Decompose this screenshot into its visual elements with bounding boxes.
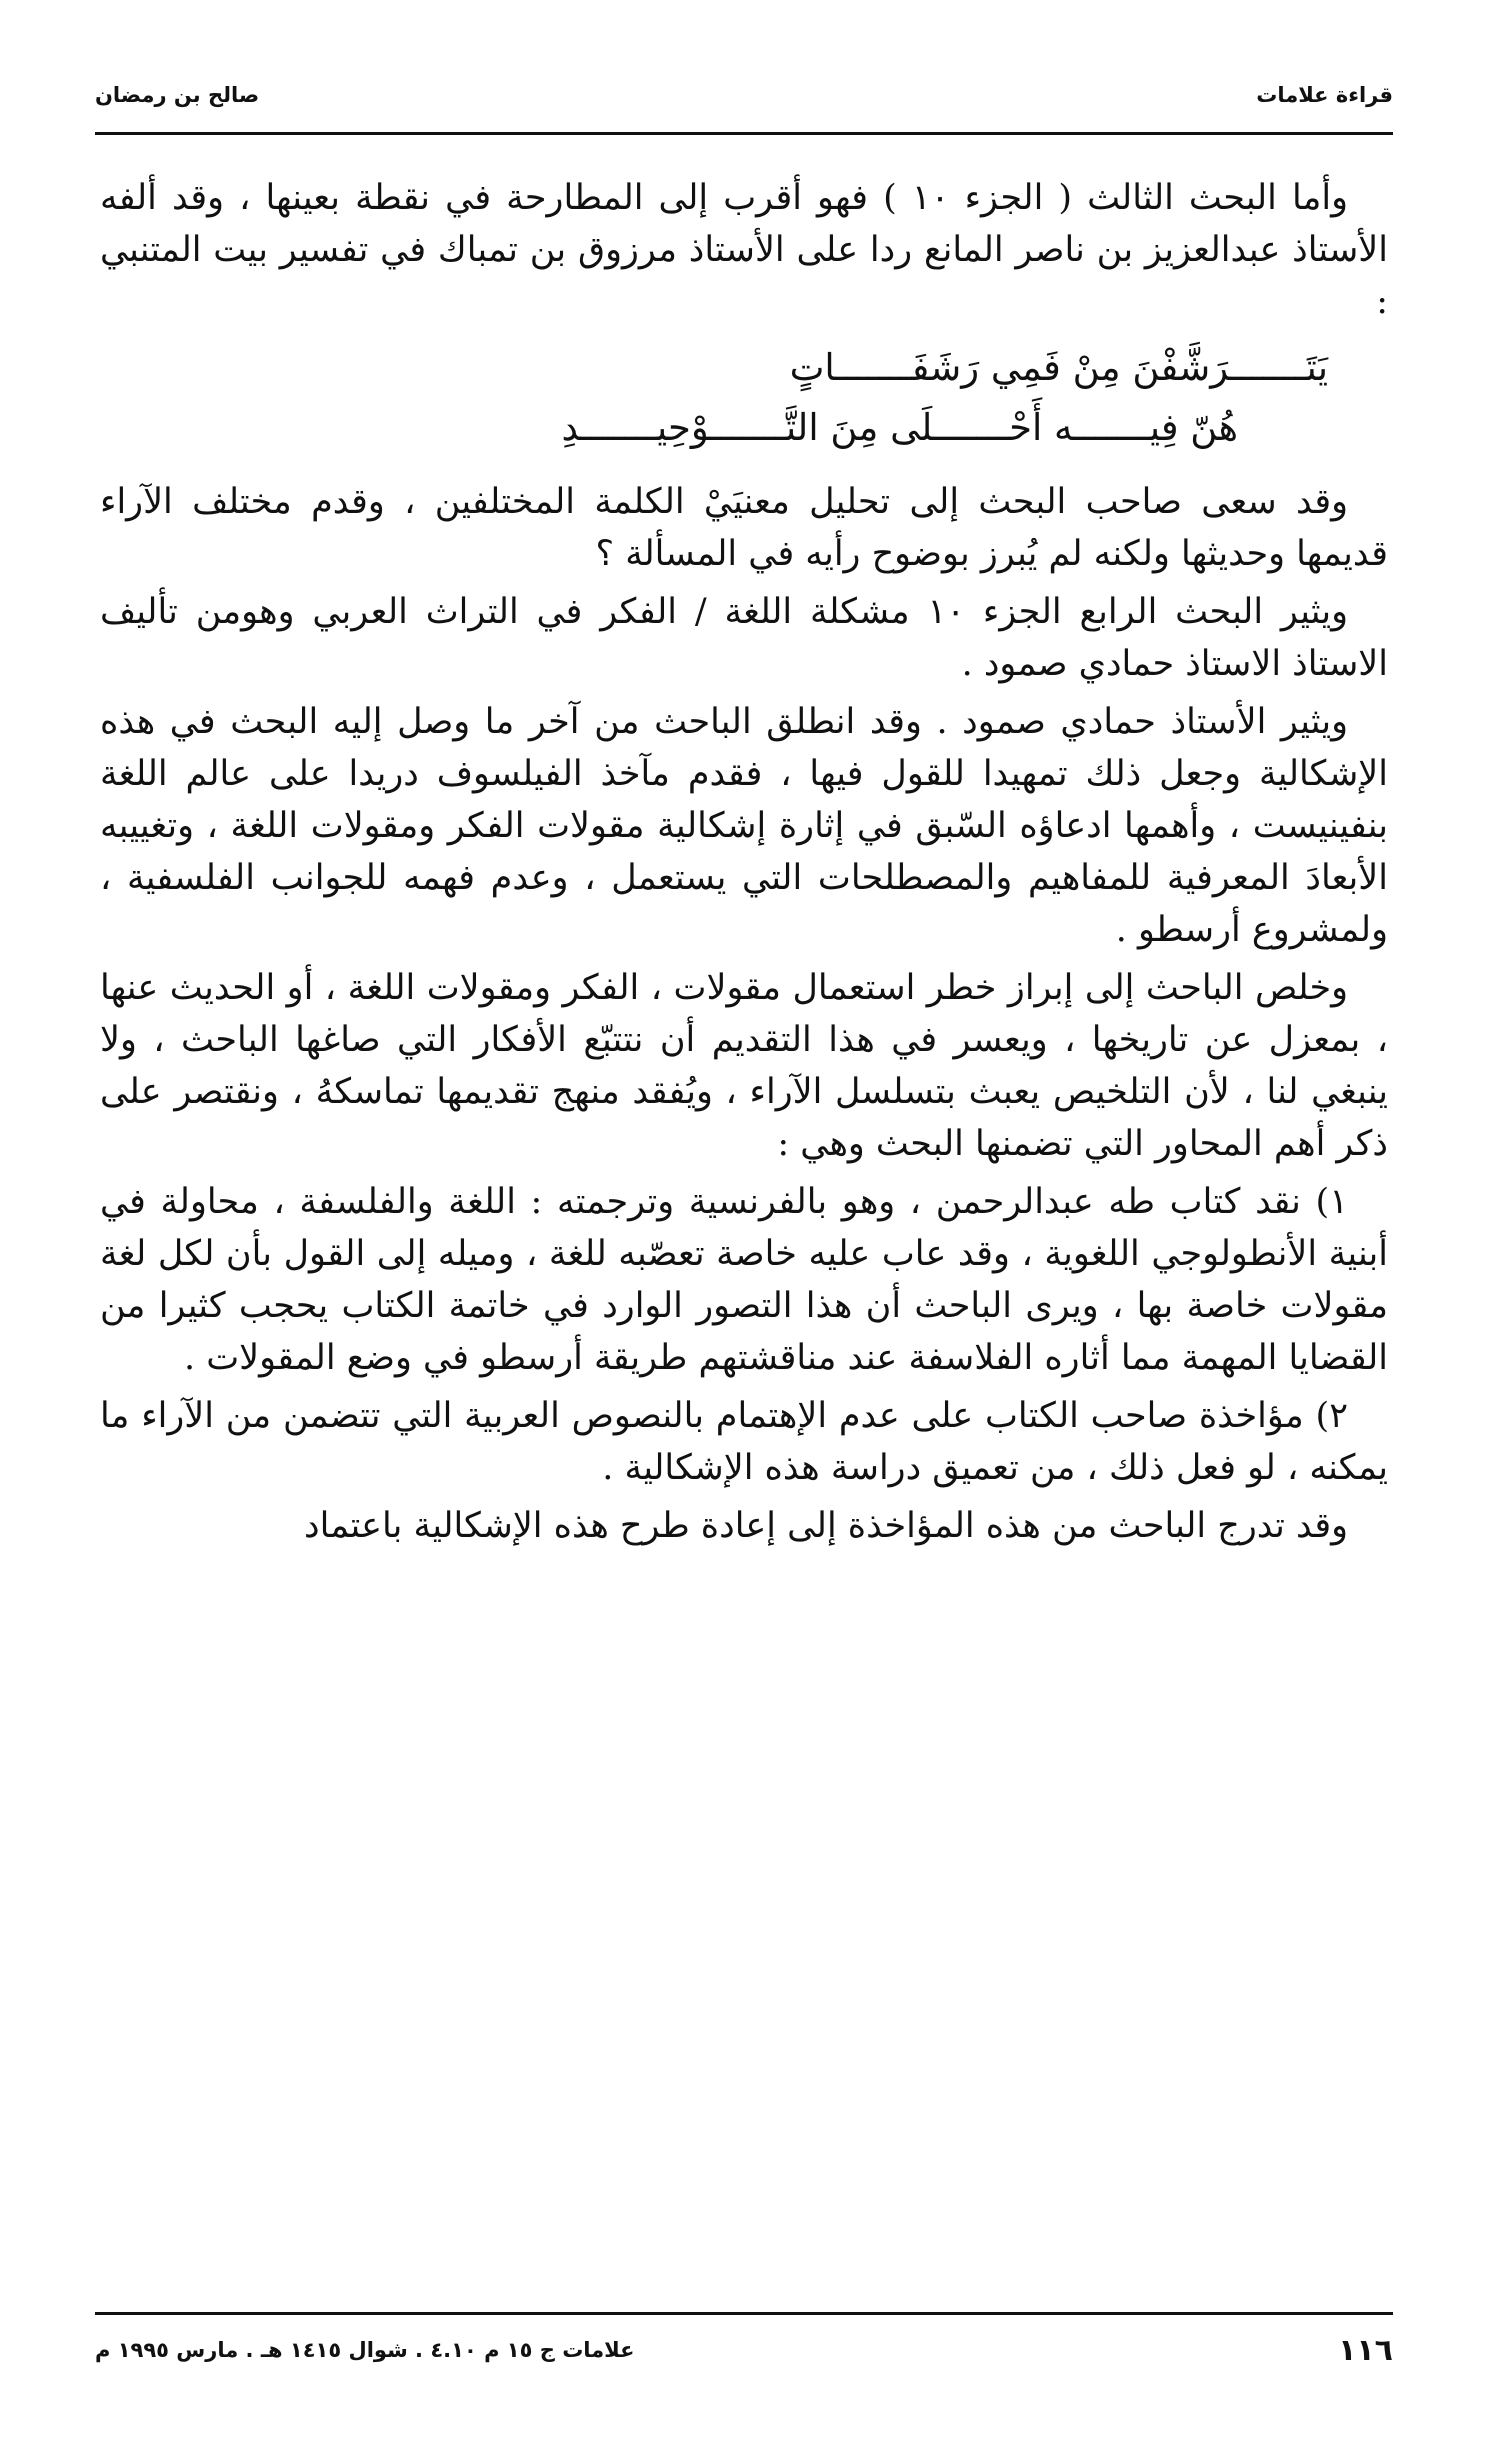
running-header <box>95 70 1393 120</box>
paragraph: وقد سعى صاحب البحث إلى تحليل معنيَيْ الكلمة المختلفين ، وقدم مختلف الآراء قديمها وحديثها ولكنه لم يُبرز بوضوح رأيه في المسألة ؟ <box>100 482 1388 574</box>
journal-citation: علامات ج ١٥ م ٤.١٠ . شوال ١٤١٥ هـ . مارس ١٩٩٥ م <box>95 2338 635 2362</box>
paragraph: ويثير البحث الرابع الجزء ١٠ مشكلة اللغة / الفكر في التراث العربي وهومن تأليف الاستاذ الاستاذ حمادي صمود . <box>100 592 1388 684</box>
paragraph: وقد تدرج الباحث من هذه المؤاخذة إلى إعادة طرح هذه الإشكالية باعتماد <box>304 1506 1348 1546</box>
list-item-2: ٢) مؤاخذة صاحب الكتاب على عدم الإهتمام بالنصوص العربية التي تتضمن من الآراء ما يمكنه ، لو فعل ذلك ، من تعميق دراسة هذه الإشكالية . <box>100 1396 1388 1488</box>
body-text <box>100 172 1388 1558</box>
verse-hemistich-2: هُنّ فِيـــــــه أَحْـــــــلَى مِنَ التَّـــــــوْحِيـــــــدِ <box>561 406 1238 449</box>
paragraph: ويثير الأستاذ حمادي صمود . وقد انطلق الباحث من آخر ما وصل إليه البحث في هذه الإشكالية وجعل ذلك تمهيدا للقول فيها ، فقدم مآخذ الفيلسوف دريدا على عالم اللغة بنفينيست ، وأهمها ادعاؤه السّبق في إثارة إشكالية مقولات الفكر ومقولات اللغة ، وتغييبه الأبعادَ المعرفية للمفاهيم والمصطلحات التي يستعمل ، وعدم فهمه للجوانب الفلسفية ، ولمشروع أرسطو . <box>100 702 1388 950</box>
paragraph: وأما البحث الثالث ( الجزء ١٠ ) فهو أقرب إلى المطارحة في نقطة بعينها ، وقد ألفه الأستاذ عبدالعزيز بن ناصر المانع ردا على الأستاذ مرزوق بن تمباك في تفسير بيت المتنبي : <box>100 178 1388 322</box>
list-item-1: ١) نقد كتاب طه عبدالرحمن ، وهو بالفرنسية وترجمته : اللغة والفلسفة ، محاولة في أبنية الأنطولوجي اللغوية ، وقد عاب عليه خاصة تعصّبه للغة ، وميله إلى القول بأن لكل لغة مقولات خاصة بها ، ويرى الباحث أن هذا التصور الوارد في خاتمة الكتاب يحجب كثيرا من القضايا المهمة مما أثاره الفلاسفة عند مناقشتهم طريقة أرسطو في وضع المقولات . <box>100 1182 1388 1378</box>
journal-section-title: قراءة علامات <box>1256 83 1393 107</box>
running-footer <box>95 2325 1393 2375</box>
footer-rule <box>95 2312 1393 2315</box>
poem-verse <box>100 338 1388 458</box>
author-name: صالح بن رمضان <box>95 83 260 107</box>
header-rule <box>95 132 1393 135</box>
verse-hemistich-1: يَتَـــــــرَشَّفْنَ مِنْ فَمِي رَشَفَـــــــاتٍ <box>789 346 1328 389</box>
page-number: ١١٦ <box>1338 2332 1393 2368</box>
paragraph: وخلص الباحث إلى إبراز خطر استعمال مقولات ، الفكر ومقولات اللغة ، أو الحديث عنها ، بمعزل عن تاريخها ، ويعسر في هذا التقديم أن نتتبّع الأفكار التي صاغها الباحث ، ولا ينبغي لنا ، لأن التلخيص يعبث بتسلسل الآراء ، ويُفقد منهج تقديمها تماسكهُ ، ونقتصر على ذكر أهم المحاور التي تضمنها البحث وهي : <box>100 968 1388 1164</box>
